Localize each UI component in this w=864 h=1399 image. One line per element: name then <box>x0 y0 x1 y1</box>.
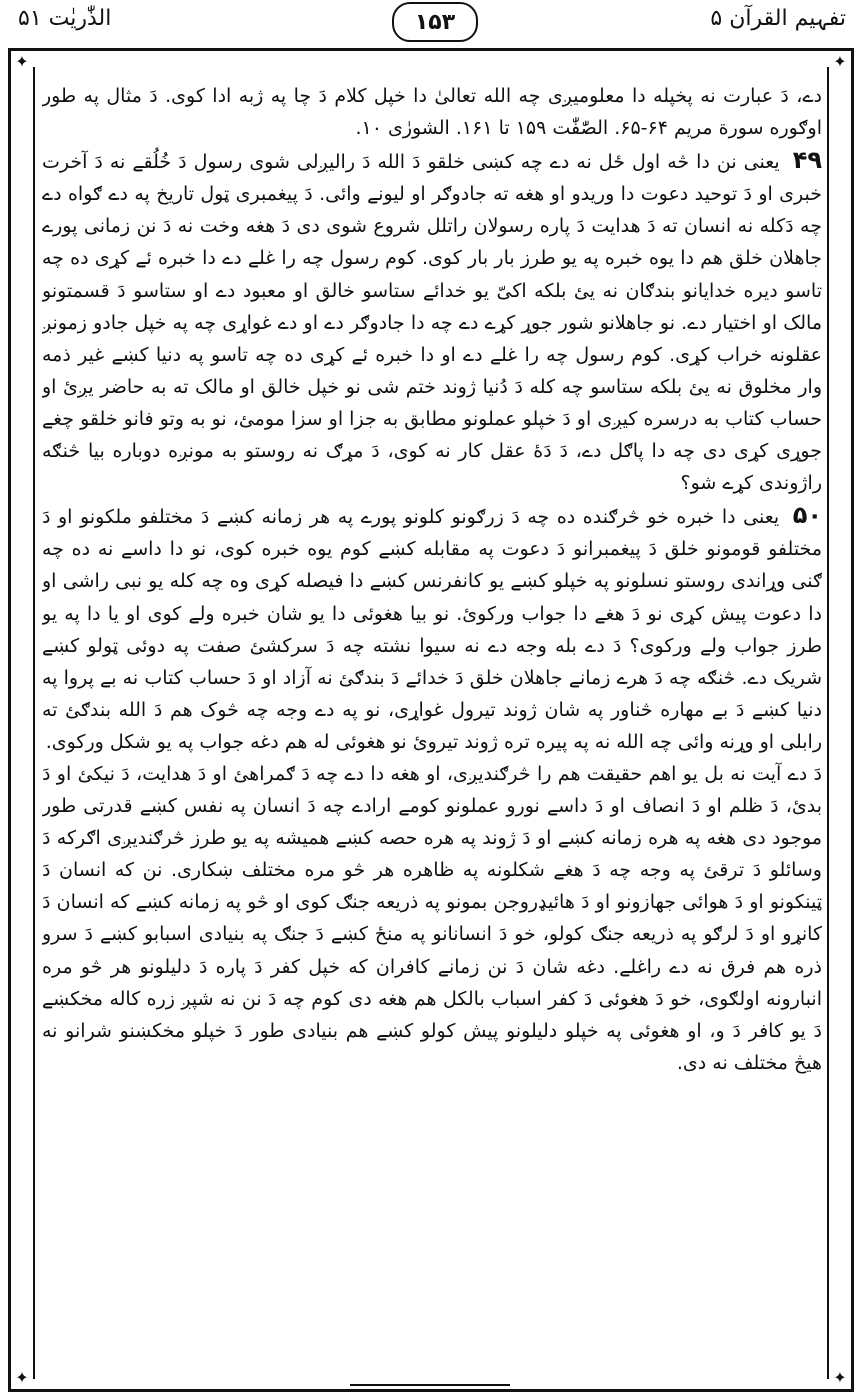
paragraph-text: دَ دے آیت نه بل یو اهم حقیقت هم را څرګندیږی، او هغه دا دے چه دَ ګمراهئ او دَ هدایت، دَ نیکئ او دَ بدئ، دَ ظلم او دَ انصاف او دَ داسے نورو عملونو کومے ارادے چه دَ انسان په نفس کښے قدرتی طور موجود دی هغه په هره زمانه کښے او دَ ژوند په هره حصه کښے همیشه په یو طرز څرګندیږی اګرکه دَ وسائلو دَ ترقئ په وجه چه دَ هغے شکلونه په ظاهره هر څو مره مختلف ښکاری. نن که انسان دَ ټینکونو او دَ هوائی جهازونو او دَ هائیډروجن بمونو په ذریعه جنګ کوی او څو په زمانه کښے که انسان دَ کانړو او دَ لرګو په ذریعه جنګ کولو، خو دَ انسانانو په منځ کښے دَ جنګ په بنیادی اسبابو کښے دَ سرو ذره هم فرق نه دے راغلے. دغه شان دَ نن زمانے کافران که خپل کفر دَ پاره دَ دلیلونو هر څو مره انبارونه اولګوی، خو دَ هغوئی دَ کفر اسباب بالکل هم هغه دی کوم چه دَ نن نه شپږ زره کاله مخکښے دَ یو کافر دَ و، او هغوئی په خپلو دلیلونو پیش کولو کښے هم بنیادی طور دَ خپلو مخکښنو شرانو نه هیڅ مختلف نه دی. <box>42 762 822 1074</box>
footnote-text: یعنی نن دا څه اول ځل نه دے چه کښی خلقو دَ الله دَ رالیږلی شوی رسول دَ خُلُقے نه دَ آخرت خبری او دَ توحید دعوت دا وریدو او هغه ته جادوګر او لیونے وائی. دَ پیغمبری ټول تاریخ په دے ګواه دے چه دَکله نه انسان ته دَ هدایت دَ پاره رسولان راتلل شروع شوی دی دَ هغه وخت نه دَ نن زمانی پورے جاهلان خلق هم دا یوه خبره په یو طرز بار بار کوی. کوم رسول چه را غلے دے دا خبره ئے کړی ده چه تاسو دیره خدایانو بندګان نه یئ بلکه اکیّ یو خدائے ستاسو خالق او معبود دے او ستاسو دَ قسمتونو مالک او اختیار دے. نو جاهلانو شور جوړ کړے دے چه دا جادوګر دے او دے غواړی چه په خپل جادو زمونږ عقلونه خراب کړی. کوم رسول چه را غلے دے او دا خبره ئے کړی ده چه تاسو په دنیا کښے غیر ذمه وار مخلوق نه یئ بلکه ستاسو چه کله دَ دُنیا ژوند ختم شی نو خپل خالق او مالک ته به حاضر یږئ او حساب کتاب به درسره کیږی او دَ خپلو عملونو مطابق به جزا او سزا مومئ، نو به وتو فانو خلقو چغے جوړی کړی دی چه دا پاګل دے، دَ دَهٔ عقل کار نه کوی، دَ مړګ نه روستو به مونږه دوباره بیا څنګه راژوندی کړے شو؟ <box>42 151 822 495</box>
footnote-50 <box>42 499 822 758</box>
page-header <box>0 0 864 46</box>
surah-title: الذّٰریٰت ۵۱ <box>18 6 112 31</box>
page-number: ۱۵۳ <box>392 2 478 42</box>
corner-ornament-icon: ✦ <box>15 52 29 71</box>
footnote-number: ۵۰ <box>792 501 822 530</box>
corner-ornament-icon: ✦ <box>833 52 847 71</box>
footnote-number: ۴۹ <box>792 146 822 175</box>
footnote-text: یعنی دا خبره خو څرګنده ده چه دَ زرګونو کلونو پورے په هر زمانه کښے دَ مختلفو ملکونو او دَ مختلفو قومونو خلق دَ پیغمبرانو دَ دعوت په مقابله کښے کوم یوه خبره کوی، نو دا داسے نه ده چه ګنی وړاندی روستو نسلونو په خپلو کښے یو کانفرنس کښے دا فیصله کړی وه چه کله یو نبی راشی او دا دعوت پیش کړی نو دَ هغے دا جواب ورکوئ. نو بیا هغوئی دا یو شان خبره ولے کوی او یا دا په یو طرز جواب ولے ورکوی؟ دَ دے بله وجه دے نه سیوا نشته چه دَ سرکشئ صفت په دوئی ټولو کښے شریک دے. څنګه چه دَ هرے زمانے جاهلان خلق دَ خدائے دَ بندګئ نه آزاد او دَ حساب کتاب نه بے پروا په دنیا کښے دَ بے مهاره څناور په شان ژوند تیرول غواړی، نو په دے وجه چه څوک هم دَ الله بندګئ ته رابلی او وړنه وائی چه الله نه په پیره تره ژوند تیروئ نو هغوئی له هم دغه جواب په یو شکل ورکوی. <box>42 506 822 753</box>
footnote-49 <box>42 144 822 499</box>
page-body <box>42 80 822 1369</box>
quran-references: سورة مریم ۶۴-۶۵. الصّٰفّٰت ۱۵۹ تا ۱۶۱. الشورٰی ۱۰. <box>355 117 764 140</box>
corner-ornament-icon: ✦ <box>15 1368 29 1387</box>
book-title: تفہیم القرآن ۵ <box>710 6 846 31</box>
intro-text <box>42 80 822 144</box>
body-paragraph <box>42 758 822 1079</box>
bottom-divider <box>350 1384 510 1386</box>
corner-ornament-icon: ✦ <box>833 1368 847 1387</box>
intro-line: دے، دَ عبارت نه پخپله دا معلومیږی چه الله تعالیٰ دا خپل کلام دَ چا په ژبه ادا کوی. دَ مثال په طور اوګوره <box>42 85 822 140</box>
